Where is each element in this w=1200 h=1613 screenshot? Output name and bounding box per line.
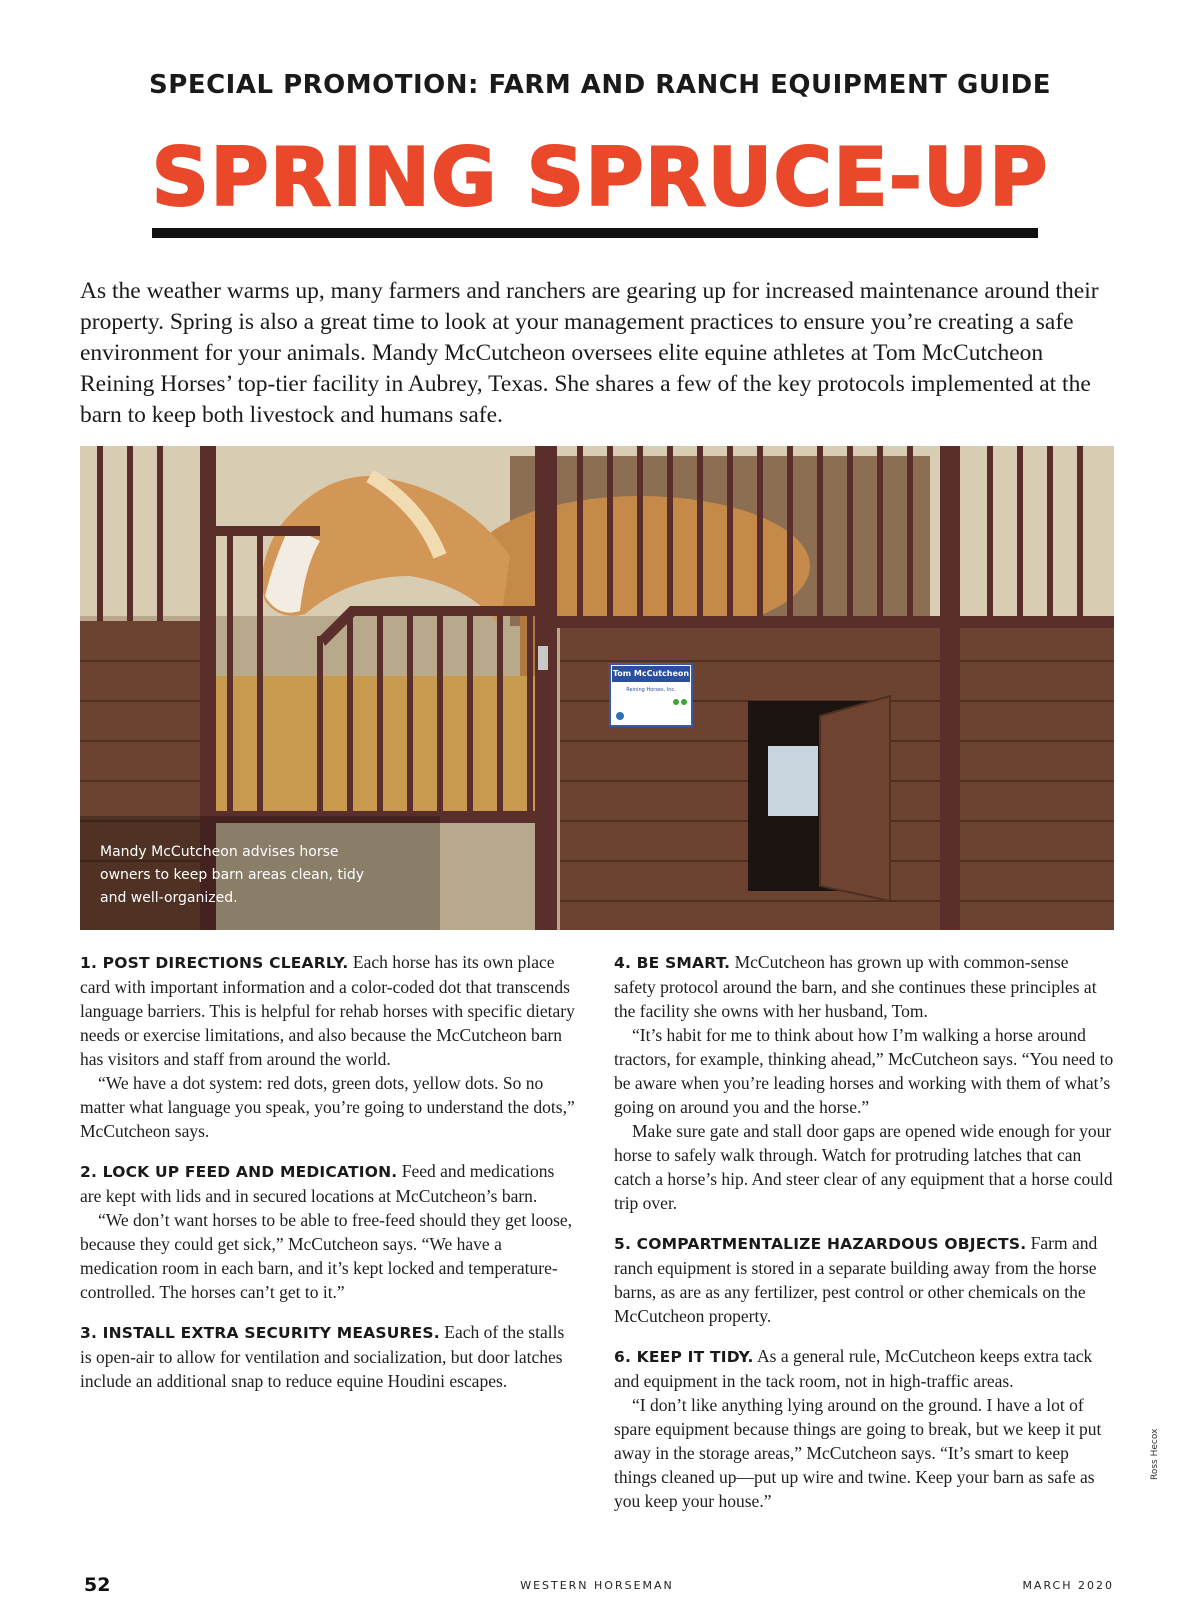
headline-rule (152, 228, 1038, 238)
section-1 (80, 950, 580, 1143)
section-lead: 6. KEEP IT TIDY. (614, 1348, 754, 1366)
headline: SPRING SPRUCE-UP (151, 131, 1049, 224)
section-lead: 4. BE SMART. (614, 954, 731, 972)
section-2 (80, 1159, 580, 1304)
issue-date: MARCH 2020 (1022, 1579, 1114, 1592)
sign-title: Tom McCutcheon (612, 669, 690, 678)
section-lead: 3. INSTALL EXTRA SECURITY MEASURES. (80, 1324, 440, 1342)
section-text: “It’s habit for me to think about how I’m walking a horse around tractors, for example, thinking ahead,” McCutcheon says. “You need to be aware when you’re leading horses and working with them of what’s going on around you and the horse.” (614, 1025, 1114, 1117)
section-4 (614, 950, 1114, 1215)
kicker: SPECIAL PROMOTION: FARM AND RANCH EQUIPMENT GUIDE (149, 70, 1051, 100)
page-footer (80, 1574, 1114, 1598)
left-column (80, 950, 580, 1409)
section-text: “We have a dot system: red dots, green dots, yellow dots. So no matter what language you speak, you’re going to understand the dots,” McCutcheon says. (80, 1073, 575, 1141)
right-column (614, 950, 1114, 1529)
photo-caption: Mandy McCutcheon advises horse owners to keep barn areas clean, tidy and well-organized. (100, 844, 365, 906)
section-5 (614, 1231, 1114, 1328)
section-text: “We don’t want horses to be able to free-feed should they get loose, because they could get sick,” McCutcheon says. “We have a medication room in each barn, and it’s kept locked and temperature-controlled. The horses can’t get to it.” (80, 1210, 573, 1302)
section-text: Feed and medications are kept with lids and in secured locations at McCutcheon’s barn. (80, 1161, 555, 1206)
publication-name: WESTERN HORSEMAN (520, 1579, 674, 1592)
sign-subtitle: Reining Horses, Inc. (626, 687, 676, 693)
section-lead: 2. LOCK UP FEED AND MEDICATION. (80, 1163, 398, 1181)
section-text: “I don’t like anything lying around on the ground. I have a lot of spare equipment because things are going to break, but we keep it put away in the storage areas,” McCutcheon says. “It’s smart to keep things cleaned up—put up wire and twine. Keep your barn as safe as you keep your house.” (614, 1395, 1102, 1511)
section-text: McCutcheon has grown up with common-sense safety protocol around the barn, and she continues these principles at the facility she owns with her husband, Tom. (614, 952, 1097, 1021)
section-text: Make sure gate and stall door gaps are opened wide enough for your horse to safely walk through. Watch for protruding latches that can catch a horse’s hip. And steer clear of any equipment that a horse could trip over. (614, 1121, 1113, 1213)
page-number: 52 (84, 1574, 111, 1596)
section-3 (80, 1320, 580, 1393)
photo-credit: Ross Hecox (1150, 1428, 1160, 1480)
section-lead: 5. COMPARTMENTALIZE HAZARDOUS OBJECTS. (614, 1235, 1027, 1253)
section-6 (614, 1344, 1114, 1513)
section-text: Each horse has its own place card with important information and a color-coded dot that transcends language barriers. This is helpful for rehab horses with specific dietary needs or exercise limitations, and also because the McCutcheon barn has visitors and staff from around the world. (80, 952, 575, 1069)
section-text: Each of the stalls is open-air to allow for ventilation and socialization, but door latches include an additional snap to reduce equine Houdini escapes. (80, 1322, 565, 1391)
section-lead: 1. POST DIRECTIONS CLEARLY. (80, 954, 349, 972)
section-text: As a general rule, McCutcheon keeps extra tack and equipment in the tack room, not in high-traffic areas. (614, 1346, 1093, 1391)
intro-paragraph: As the weather warms up, many farmers and ranchers are gearing up for increased maintenance around their property. Spring is also a great time to look at your management practices to ensure you’re creating a safe environment for your animals. Mandy McCutcheon oversees elite equine athletes at Tom McCutcheon Reining Horses’ top-tier facility in Aubrey, Texas. She shares a few of the key protocols implemented at the barn to keep both livestock and humans safe. (80, 278, 1099, 428)
section-text: Farm and ranch equipment is stored in a separate building away from the horse barns, as are as any fertilizer, pest control or other chemicals on the McCutcheon property. (614, 1233, 1098, 1326)
photo (80, 446, 1114, 930)
